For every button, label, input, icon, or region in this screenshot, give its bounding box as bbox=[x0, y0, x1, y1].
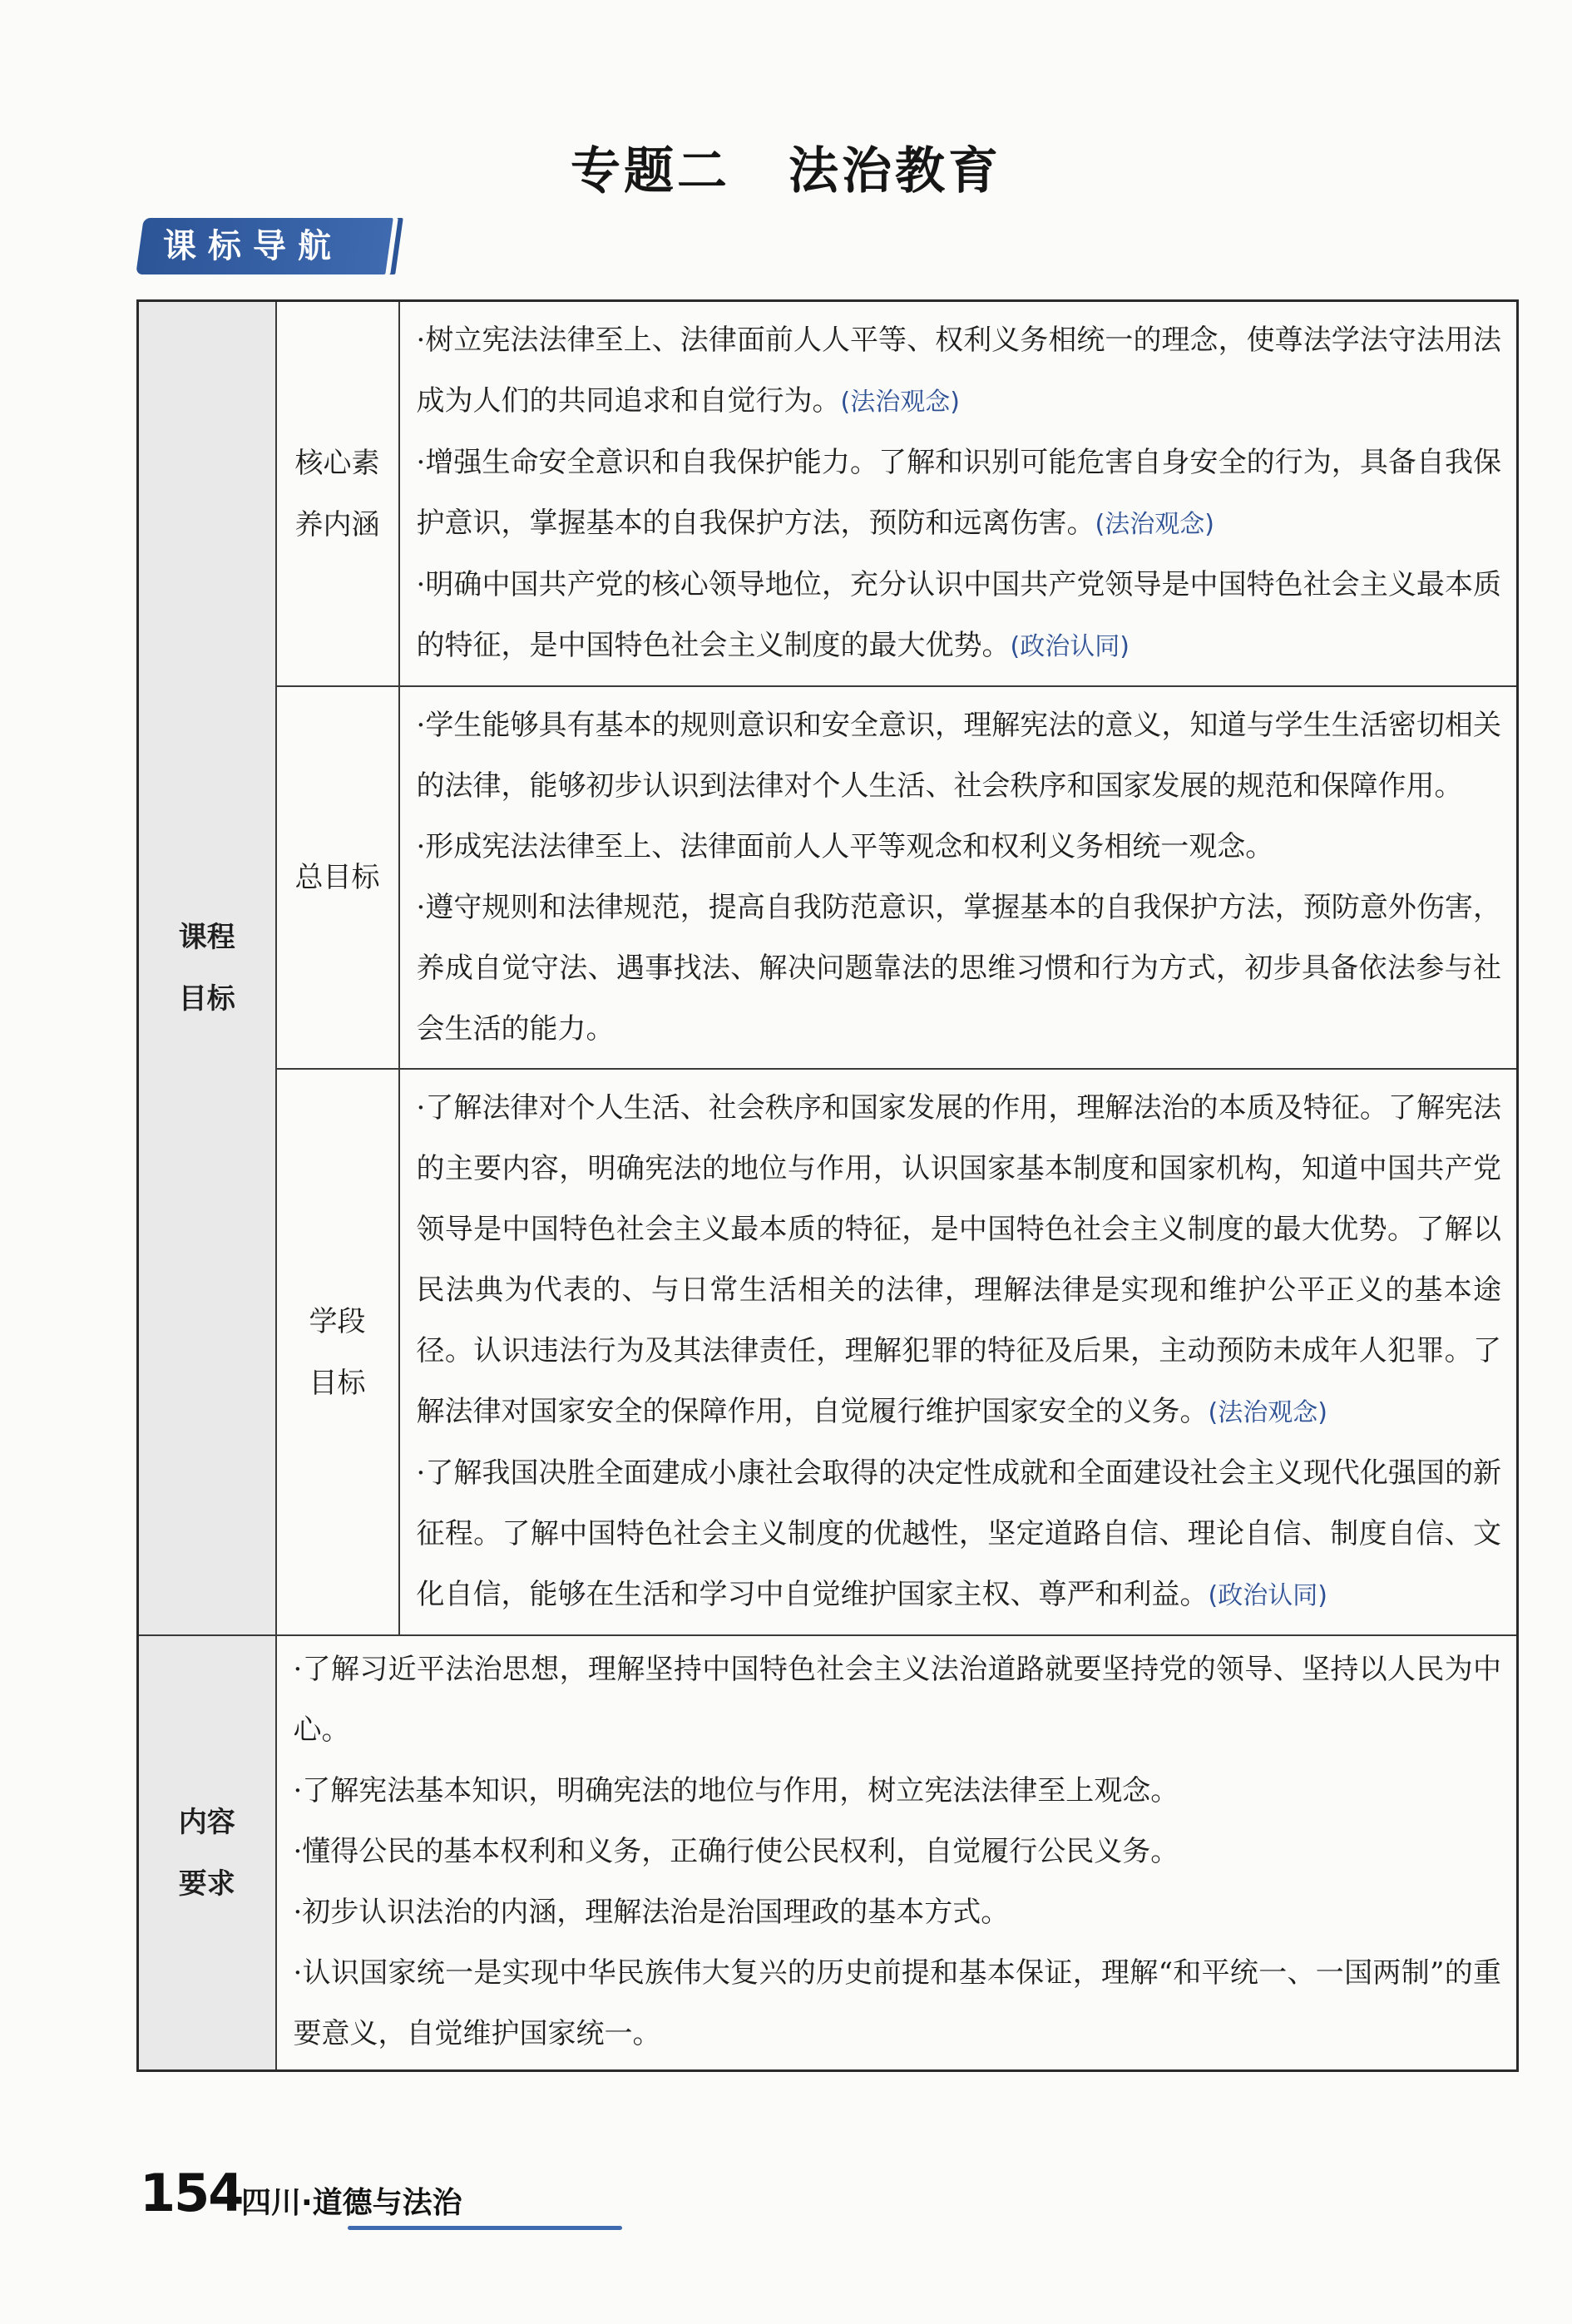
list-item: ·学生能够具有基本的规则意识和安全意识，理解宪法的意义，知道与学生生活密切相关的法律，能够初步认识到法律对个人生活、社会秩序和国家发展的规范和保障作用。 bbox=[416, 709, 1501, 803]
list-item: ·明确中国共产党的核心领导地位，充分认识中国共产党领导是中国特色社会主义最本质的特征，是中国特色社会主义制度的最大优势。(政治认同) bbox=[416, 568, 1501, 662]
table-row-stage bbox=[138, 1069, 1518, 1635]
list-item: ·形成宪法法律至上、法律面前人人平等观念和权利义务相统一观念。 bbox=[416, 830, 1274, 863]
list-item: ·认识国家统一是实现中华民族伟大复兴的历史前提和基本保证，理解“和平统一、一国两制”的重要意义，自觉维护国家统一。 bbox=[293, 1956, 1501, 2050]
subcategory-label-stage: 学段 目标 bbox=[309, 1304, 366, 1400]
page-title bbox=[0, 131, 1572, 203]
curriculum-table bbox=[136, 299, 1519, 2072]
list-item: ·懂得公民的基本权利和义务，正确行使公民权利，自觉履行公民义务。 bbox=[293, 1835, 1179, 1868]
content-cell-requirements bbox=[276, 1635, 1518, 2071]
table-row-content-requirements bbox=[138, 1635, 1518, 2071]
category-cell-goals bbox=[138, 301, 276, 1636]
literacy-tag: (政治认同) bbox=[1208, 1581, 1327, 1610]
literacy-tag: (法治观念) bbox=[1208, 1398, 1327, 1427]
category-label-goals: 课程 目标 bbox=[178, 921, 235, 1016]
literacy-tag: (法治观念) bbox=[1095, 510, 1214, 539]
literacy-tag: (政治认同) bbox=[1010, 632, 1130, 661]
table-row-overall bbox=[138, 686, 1518, 1069]
list-item: ·遵守规则和法律规范，提高自我防范意识，掌握基本的自我保护方法，预防意外伤害，养成自觉守法、遇事找法、解决问题靠法的思维习惯和行为方式，初步具备依法参与社会生活的能力。 bbox=[416, 891, 1501, 1046]
topic-number: 专题二 bbox=[571, 142, 730, 200]
list-item: ·了解我国决胜全面建成小康社会取得的决定性成就和全面建设社会主义现代化强国的新征程。了解中国特色社会主义制度的优越性，坚定道路自信、理论自信、制度自信、文化自信，能够在生活和学习中自觉维护国家主权、尊严和利益。(政治认同) bbox=[416, 1456, 1501, 1611]
subcategory-cell-core bbox=[276, 301, 399, 687]
list-item: ·初步认识法治的内涵，理解法治是治国理政的基本方式。 bbox=[293, 1896, 1010, 1929]
section-label: 课标导航 bbox=[163, 227, 343, 265]
literacy-tag: (法治观念) bbox=[840, 388, 960, 417]
subcategory-label-core: 核心素 养内涵 bbox=[294, 446, 380, 541]
content-cell-core bbox=[399, 301, 1518, 687]
list-item: ·了解习近平法治思想，理解坚持中国特色社会主义法治道路就要坚持党的领导、坚持以人民为中心。 bbox=[293, 1653, 1501, 1747]
subcategory-cell-stage bbox=[276, 1069, 399, 1635]
list-item: ·了解法律对个人生活、社会秩序和国家发展的作用，理解法治的本质及特征。了解宪法的主要内容，明确宪法的地位与作用，认识国家基本制度和国家机构，知道中国共产党领导是中国特色社会主义最本质的特征，是中国特色社会主义制度的最大优势。了解以民法典为代表的、与日常生活相关的法律，理解法律是实现和维护公平正义的基本途径。认识违法行为及其法律责任，理解犯罪的特征及后果，主动预防未成年人犯罪。了解法律对国家安全的保障作用，自觉履行维护国家安全的义务。(法治观念) bbox=[416, 1091, 1501, 1428]
subcategory-cell-overall bbox=[276, 686, 399, 1069]
page-number: 154 bbox=[140, 2163, 243, 2223]
list-item: ·增强生命安全意识和自我保护能力。了解和识别可能危害自身安全的行为，具备自我保护意识，掌握基本的自我保护方法，预防和远离伤害。(法治观念) bbox=[416, 446, 1501, 540]
category-cell-content bbox=[138, 1635, 276, 2071]
category-label-content: 内容 要求 bbox=[178, 1805, 235, 1901]
list-item: ·了解宪法基本知识，明确宪法的地位与作用，树立宪法法律至上观念。 bbox=[293, 1774, 1179, 1807]
book-title: 四川·道德与法治 bbox=[241, 2186, 462, 2220]
topic-title: 法治教育 bbox=[788, 142, 1001, 200]
footer-underline bbox=[348, 2226, 622, 2230]
list-item: ·树立宪法法律至上、法律面前人人平等、权利义务相统一的理念，使尊法学法守法用法成为人们的共同追求和自觉行为。(法治观念) bbox=[416, 324, 1501, 418]
content-cell-overall bbox=[399, 686, 1518, 1069]
table-row-core bbox=[138, 301, 1518, 687]
content-cell-stage bbox=[399, 1069, 1518, 1635]
subcategory-label-overall: 总目标 bbox=[294, 861, 380, 894]
section-banner bbox=[136, 218, 393, 274]
